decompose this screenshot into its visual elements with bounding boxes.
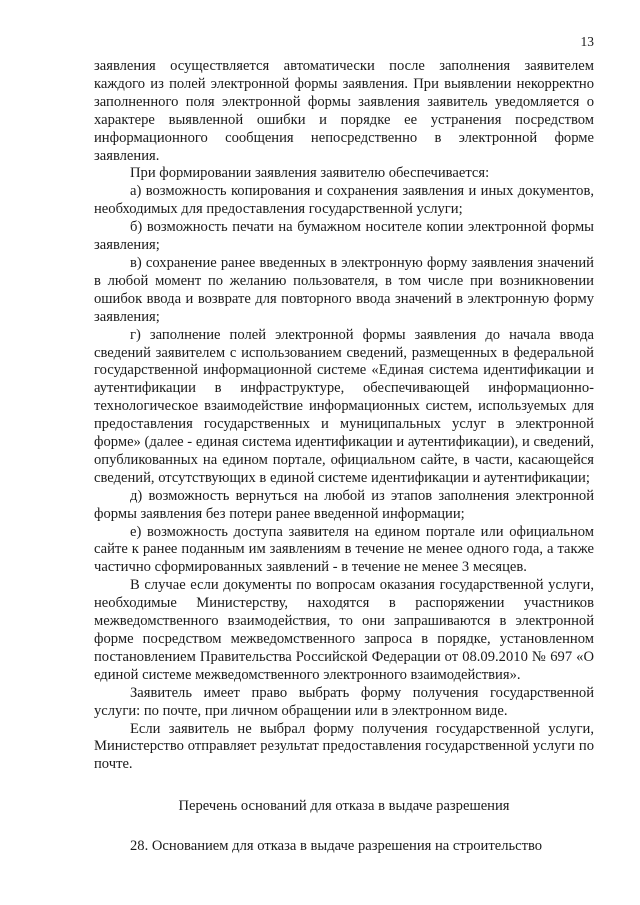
paragraph-default-delivery: Если заявитель не выбрал форму получения государственной услуги, Министерство отправляет результат предоставления государственной услуги по почте. <box>94 720 594 773</box>
section-heading: Перечень оснований для отказа в выдаче разрешения <box>178 798 510 815</box>
list-item-e: е) возможность доступа заявителя на едином портале или официальном сайте к ранее поданным им заявлениям в течение не менее одного года, а также частично сформированных заявлений - в течение не менее 3 месяцев. <box>94 523 594 576</box>
paragraph-28: 28. Основанием для отказа в выдаче разрешения на строительство <box>130 838 543 855</box>
list-item-g: г) заполнение полей электронной формы заявления до начала ввода сведений заявителем с использованием сведений, размещенных в федеральной государственной информационной системе «Единая система идентификации и аутентификации в инфраструктуре, обеспечивающей информационно-технологическое взаимодействие информационных систем, используемых для предоставления государственных и муниципальных услуг в электронной форме» (далее - единая система идентификации и аутентификации), и сведений, опубликованных на едином портале, официальном сайте, в части, касающейся сведений, отсутствующих в единой системе идентификации и аутентификации; <box>94 326 594 486</box>
page-number: 13 <box>580 34 594 49</box>
paragraph-continuation: заявления осуществляется автоматически после заполнения заявителем каждого из полей электронной формы заявления. При выявлении некорректно заполненного поля электронной формы заявления заявитель уведомляется о характере выявленной ошибки и порядке ее устранения посредством информационного сообщения непосредственно в электронной форме заявления. <box>94 58 594 164</box>
list-item-a: а) возможность копирования и сохранения заявления и иных документов, необходимых для предоставления государственной услуги; <box>94 183 594 218</box>
paragraph-interagency: В случае если документы по вопросам оказания государственной услуги, необходимые Министерству, находятся в распоряжении участников межведомственного взаимодействия, то они запрашиваются в электронной форме посредством межведомственного запроса в порядке, установленном постановлением Правительства Российской Федерации от 08.09.2010 № 697 «О единой системе межведомственного электронного взаимодействия». <box>94 577 594 683</box>
paragraph-applicant-right: Заявитель имеет право выбрать форму получения государственной услуги: по почте, при личном обращении или в электронном виде. <box>94 684 594 719</box>
list-item-b: б) возможность печати на бумажном носителе копии электронной формы заявления; <box>94 219 594 254</box>
list-item-d: д) возможность вернуться на любой из этапов заполнения электронной формы заявления без потери ранее введенной информации; <box>94 487 594 522</box>
paragraph-intro: При формировании заявления заявителю обеспечивается: <box>130 165 490 182</box>
list-item-v: в) сохранение ранее введенных в электронную форму заявления значений в любой момент по желанию пользователя, в том числе при возникновении ошибок ввода и возврате для повторного ввода значений в электронную форму заявления; <box>94 254 594 325</box>
document-body <box>94 58 594 856</box>
